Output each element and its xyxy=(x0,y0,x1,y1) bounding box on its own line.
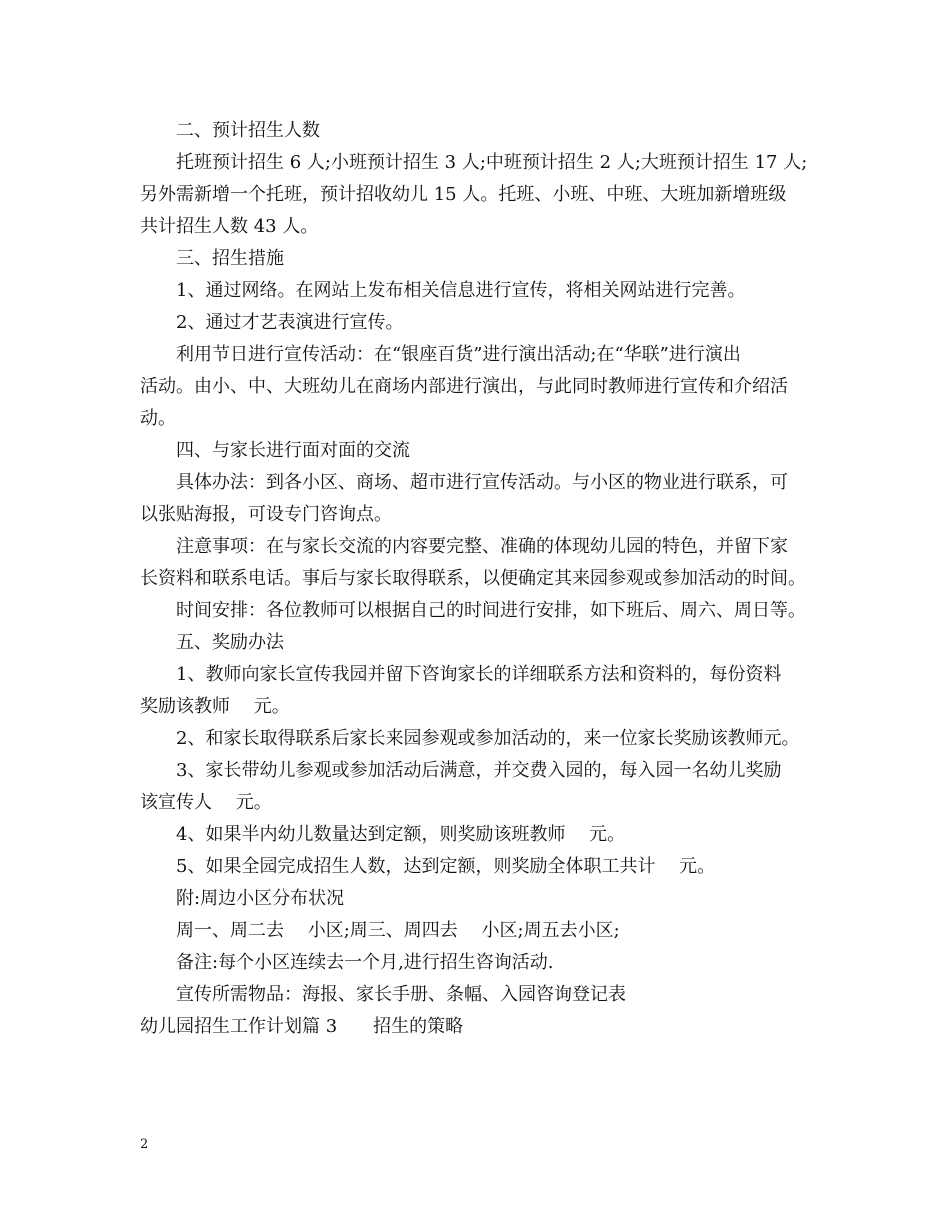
text-line: 2、通过才艺表演进行宣传。 xyxy=(176,312,404,333)
text-line: 1、通过网络。在网站上发布相关信息进行宣传，将相关网站进行完善。 xyxy=(176,280,746,301)
text-line: 注意事项：在与家长交流的内容要完整、准确的体现幼儿园的特色，并留下家 xyxy=(176,536,788,557)
text-line: 长资料和联系电话。事后与家长取得联系，以便确定其来园参观或参加活动的时间。 xyxy=(140,568,806,589)
text-line: 共计招生人数 43 人。 xyxy=(140,216,319,237)
text-line: 奖励该教师 元。 xyxy=(140,696,290,717)
text-line: 活动。由小、中、大班幼儿在商场内部进行演出，与此同时教师进行宣传和介绍活 xyxy=(140,376,788,397)
text-line: 利用节日进行宣传活动：在“银座百货”进行演出活动;在“华联”进行演出 xyxy=(176,344,741,365)
text-line: 3、家长带幼儿参观或参加活动后满意，并交费入园的，每入园一名幼儿奖励 xyxy=(176,760,782,781)
text-line: 四、与家长进行面对面的交流 xyxy=(176,440,410,461)
text-line: 三、招生措施 xyxy=(176,248,284,269)
text-line: 动。 xyxy=(140,408,176,429)
text-line: 该宣传人 元。 xyxy=(140,792,272,813)
text-line: 宣传所需物品：海报、家长手册、条幅、入园咨询登记表 xyxy=(176,984,626,1005)
text-line: 5、如果全园完成招生人数，达到定额，则奖励全体职工共计 元。 xyxy=(176,856,716,877)
section-heading: 幼儿园招生工作计划篇 3 招生的策略 xyxy=(140,1016,464,1037)
text-line: 附:周边小区分布状况 xyxy=(176,888,345,909)
text-line: 以张贴海报，可设专门咨询点。 xyxy=(140,504,392,525)
text-line: 另外需新增一个托班，预计招收幼儿 15 人。托班、小班、中班、大班加新增班级 xyxy=(140,184,787,205)
text-line: 时间安排：各位教师可以根据自己的时间进行安排，如下班后、周六、周日等。 xyxy=(176,600,806,621)
text-line: 备注:每个小区连续去一个月,进行招生咨询活动. xyxy=(176,952,554,973)
text-line: 周一、周二去 小区;周三、周四去 小区;周五去小区; xyxy=(176,920,620,941)
text-line: 4、如果半内幼儿数量达到定额，则奖励该班教师 元。 xyxy=(176,824,626,845)
text-line: 托班预计招生 6 人;小班预计招生 3 人;中班预计招生 2 人;大班预计招生 17 人; xyxy=(176,152,808,173)
text-line: 二、预计招生人数 xyxy=(176,120,320,141)
document-body xyxy=(140,115,820,1043)
text-line: 1、教师向家长宣传我园并留下咨询家长的详细联系方法和资料的，每份资料 xyxy=(176,664,782,685)
text-line: 具体办法：到各小区、商场、超市进行宣传活动。与小区的物业进行联系，可 xyxy=(176,472,788,493)
page-number: 2 xyxy=(140,1137,149,1152)
text-line: 2、和家长取得联系后家长来园参观或参加活动的，来一位家长奖励该教师元。 xyxy=(176,728,800,749)
text-line: 五、奖励办法 xyxy=(176,632,284,653)
